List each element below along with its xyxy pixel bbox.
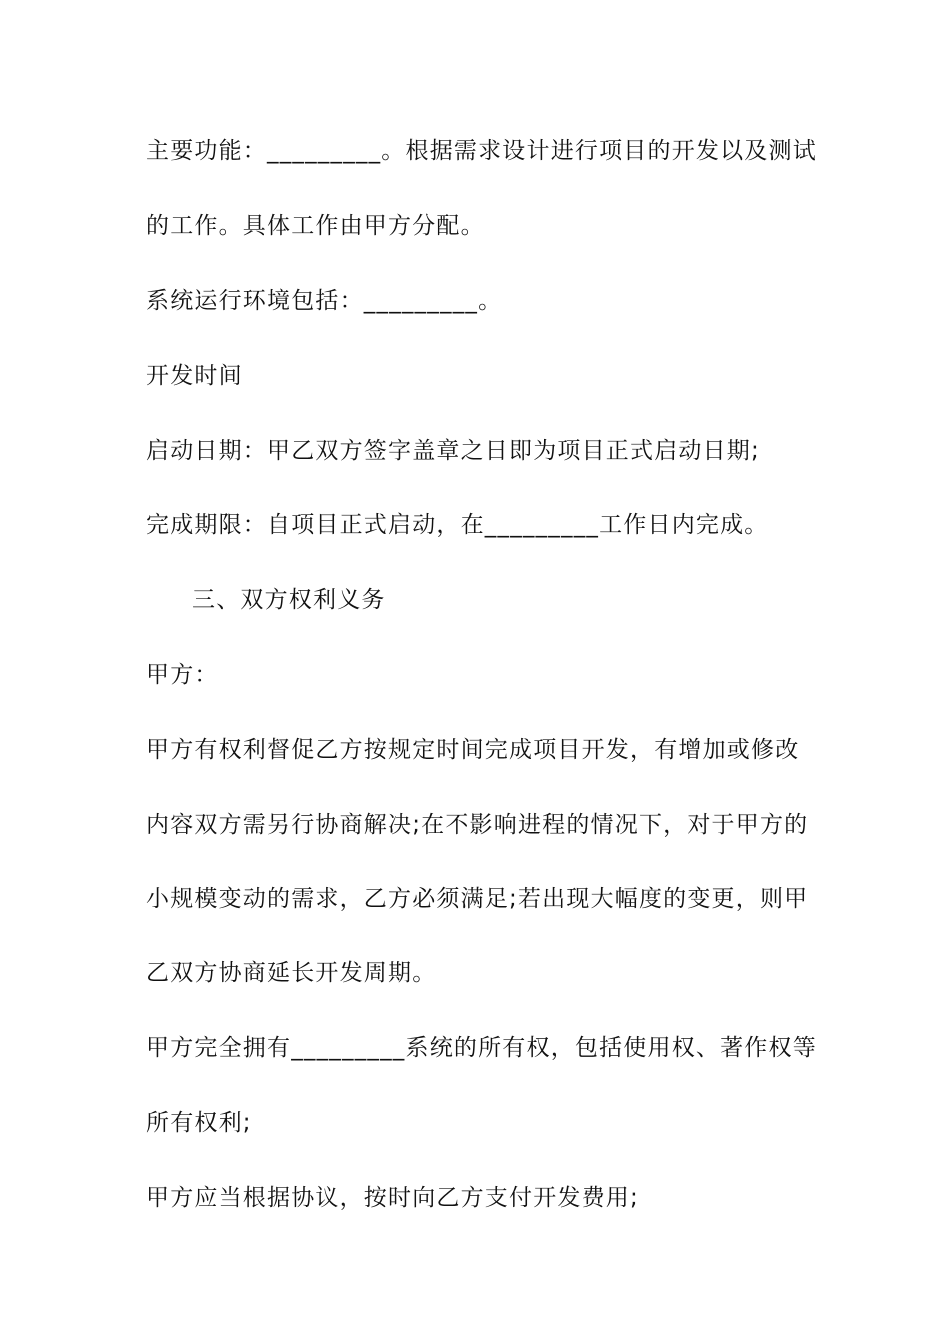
paragraph-line: 系统运行环境包括：_________。	[146, 288, 503, 314]
paragraph-line: 小规模变动的需求，乙方必须满足;若出现大幅度的变更，则甲	[146, 886, 809, 912]
paragraph-line: 甲方完全拥有_________系统的所有权，包括使用权、著作权等	[146, 1035, 817, 1061]
section-heading: 三、双方权利义务	[192, 587, 386, 613]
paragraph-line: 所有权利;	[146, 1110, 252, 1136]
paragraph-line: 主要功能：_________。根据需求设计进行项目的开发以及测试	[146, 138, 817, 164]
paragraph-line: 甲方应当根据协议，按时向乙方支付开发费用;	[146, 1185, 639, 1211]
paragraph-line: 内容双方需另行协商解决;在不影响进程的情况下，对于甲方的	[146, 812, 809, 838]
paragraph-line: 乙双方协商延长开发周期。	[146, 960, 437, 986]
paragraph-line: 完成期限：自项目正式启动，在_________工作日内完成。	[146, 512, 769, 538]
paragraph-line: 的工作。具体工作由甲方分配。	[146, 213, 485, 239]
party-heading: 甲方：	[146, 662, 219, 688]
section-heading: 开发时间	[146, 363, 243, 389]
paragraph-line: 甲方有权利督促乙方按规定时间完成项目开发，有增加或修改	[146, 737, 800, 763]
paragraph-line: 启动日期：甲乙双方签字盖章之日即为项目正式启动日期;	[146, 438, 760, 464]
